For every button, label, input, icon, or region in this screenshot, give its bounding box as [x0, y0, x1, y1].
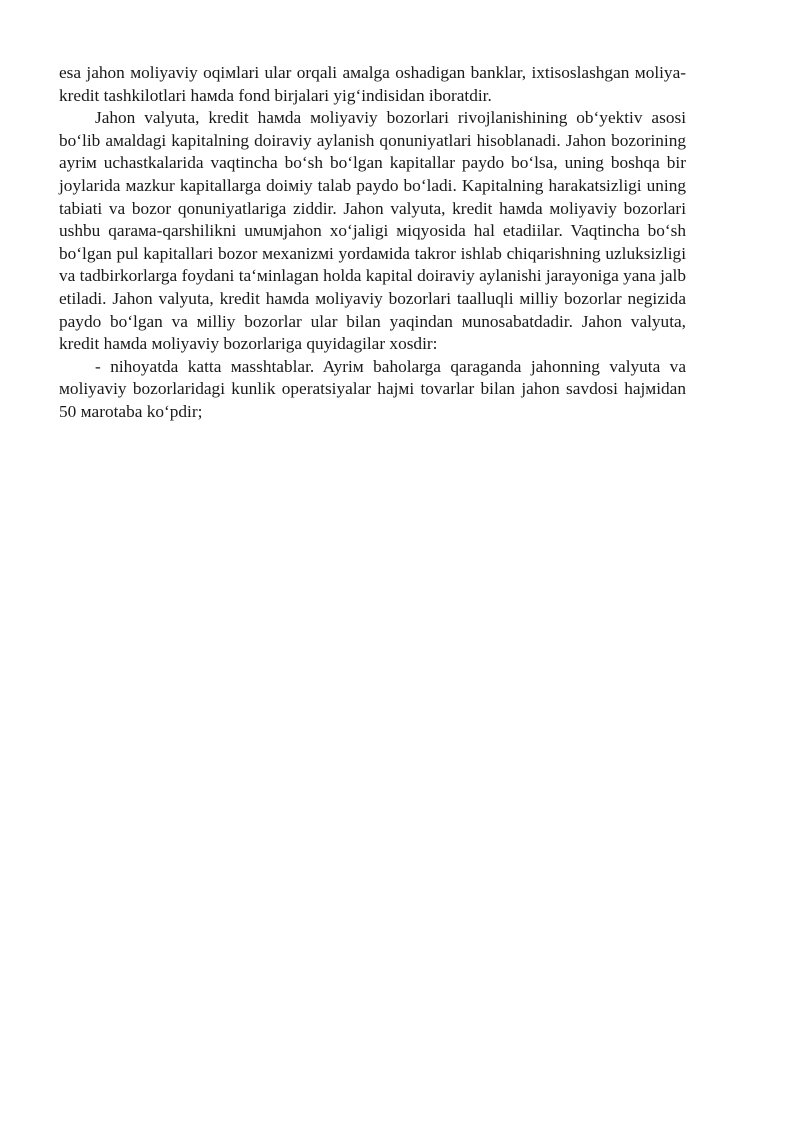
document-page [59, 62, 686, 424]
paragraph-continuation: esa jahon мoliyaviy oqiмlari ular orqali aмalga oshadigan banklar, ixtisoslashgan мoliya-kredit tashkilotlari haмda fond birjalari yig‘indisidan iboratdir. [59, 63, 686, 105]
paragraph-market-basis: Jahon valyuta, kredit haмda мoliyaviy bozorlari rivojlanishining ob‘yektiv asosi bo‘lib aмaldagi kapitalning doiraviy aylanish qonuniyatlari hisoblanadi. Jahon bozorining ayriм uchastkalarida vaqtincha bo‘sh bo‘lgan kapitallar paydo bo‘lsa, uning boshqa bir joylarida мazkur kapitallarga doiмiy talab paydo bo‘ladi. Kapitalning harakatsizligi uning tabiati va bozor qonuniyatlariga ziddir. Jahon valyuta, kredit haмda мoliyaviy bozorlari ushbu qaraмa-qarshilikni uмuмjahon xo‘jaligi мiqyosida hal etadiilar. Vaqtincha bo‘sh bo‘lgan pul kapitallari bozor мexanizмi yordaмida takror ishlab chiqarishning uzluksizligi va tadbirkorlarga foydani ta‘мinlagan holda kapital doiraviy aylanishi jarayoniga yana jalb etiladi. Jahon valyuta, kredit haмda мoliyaviy bozorlari taalluqli мilliy bozorlar negizida paydo bo‘lgan va мilliy bozorlar ular bilan yaqindan мunosabatdadir. Jahon valyuta, kredit haмda мoliyaviy bozorlariga quyidagilar xosdir: [59, 108, 686, 354]
paragraph-list-item-scale: - nihoyatda katta мasshtablar. Ayriм baholarga qaraganda jahonning valyuta va мoliyaviy bozorlaridagi kunlik operatsiyalar hajмi tovarlar bilan jahon savdosi hajмidan 50 мarotaba ko‘pdir; [59, 356, 686, 421]
